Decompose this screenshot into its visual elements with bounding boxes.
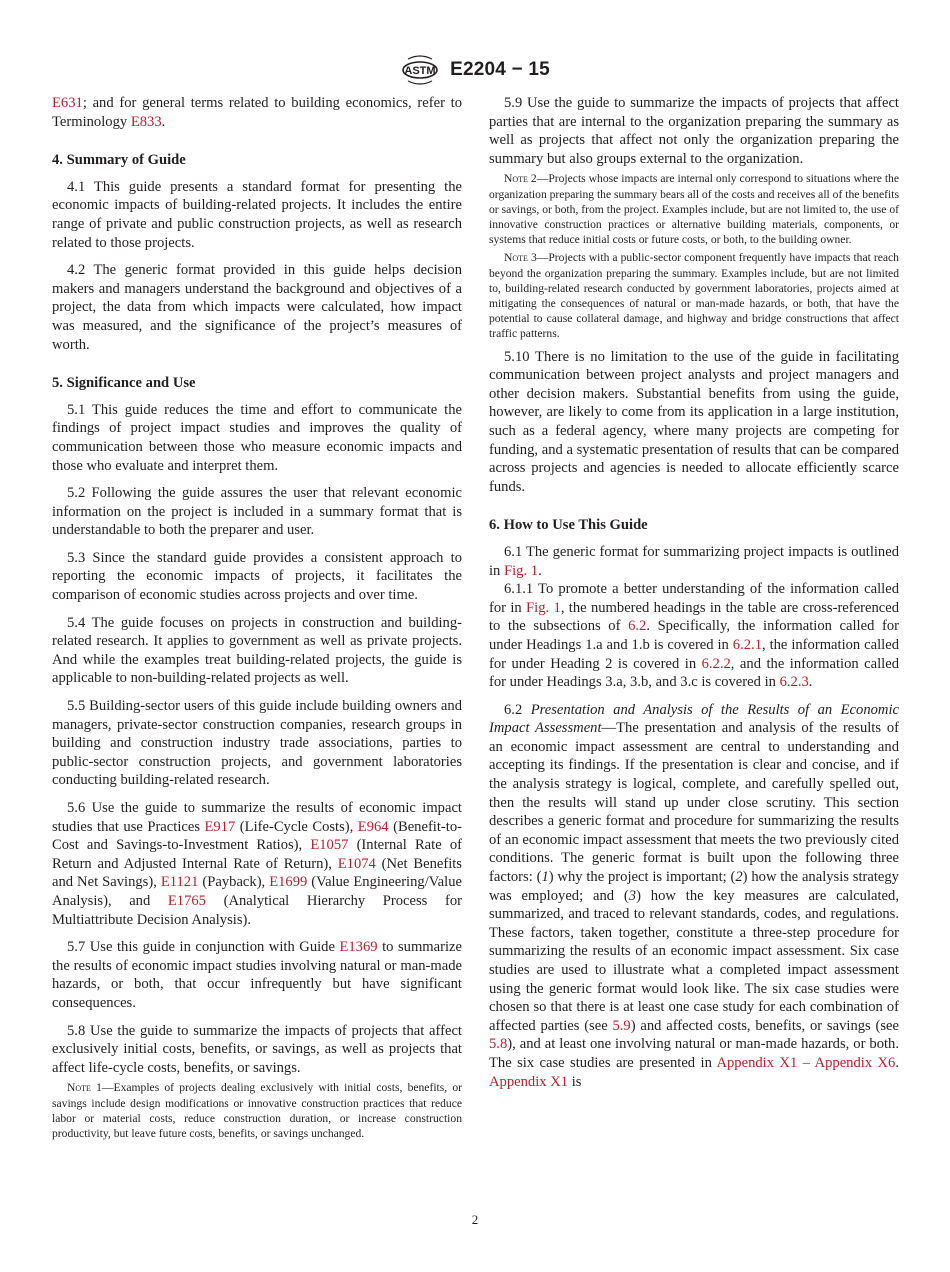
link-appendix-x1[interactable]: Appendix X1 [489,1073,569,1090]
page-header [0,52,950,88]
paragraph-5-5: 5.5 Building-sector users of this guide include building owners and managers, private-sector construction companies, research groups in building and construction industry trade associations, parties to public-sector construction projects, and government laboratories conducting building-related research. [52,698,462,789]
link-6-2-1[interactable]: 6.2.1 [732,636,762,653]
link-e1699[interactable]: E1699 [269,874,308,891]
paragraph-6-2-title: Presentation and Analysis of the Results of an Economic Impact Assessment [489,701,899,737]
link-6-2-3[interactable]: 6.2.3 [779,674,809,691]
link-e631[interactable]: E631 [52,95,83,111]
paragraph-5-7: 5.7 Use this guide in conjunction with Guide E1369 to summarize the results of economic impact studies involving natural or man-made hazards, or both, that occur infrequently but have significant consequences. [52,939,462,1011]
paragraph-6-2: 6.2 Presentation and Analysis of the Results of an Economic Impact Assessment—The presentation and analysis of the results of an economic impact assessment are central to understanding and accepting its findings. If the presentation is clear and concise, and if the analysis strategy is logical, complete, and carefully spelled out, then the results will stand up under close scrutiny. This section describes a generic format and procedure for summarizing the results of an economic impact assessment that meets the two previously cited conditions. The generic format is built upon the following three factors: (1) why the project is important; (2) how the analysis strategy was employed; and (3) how the key measures are calculated, summarized, and traced to relevant standards, codes, and regulations. These factors, taken together, constitute a three-step procedure for summarizing the results of an economic impact assessment. Six case studies are used to illustrate what a completed impact assessment using the generic format would look like. The six case studies were chosen so that there is at least one case study for each combination of affected parties (see 5.9) and affected costs, benefits, or savings (see 5.8), and at least one involving natural or man-made hazards, or both. The six case studies are presented in Appendix X1 – Appendix X6. Appendix X1 is [489,701,900,1090]
note-1-label: Note 1 [67,1081,102,1095]
link-6-2[interactable]: 6.2 [628,618,647,635]
link-5-8[interactable]: 5.8 [489,1036,508,1053]
svg-text:ASTM: ASTM [404,65,436,77]
page-number: 2 [471,1212,479,1227]
note-2: Note 2—Projects whose impacts are internal only correspond to situations where the organization preparing the summary bears all of the costs and receives all of the benefits or savings, or both, from the project. Examples include, but are not limited to, the use of innovative construction practices or alternative building materials, components, or systems that reduce initial costs or future costs, or both, to the building owner. [489,172,900,247]
paragraph-6-1: 6.1 The generic format for summarizing project impacts is outlined in Fig. 1. [489,543,899,579]
link-e1121[interactable]: E1121 [160,874,199,891]
left-column [52,94,462,1144]
intro-paragraph: E631; and for general terms related to building economics, refer to Terminology E833. [52,95,462,130]
paragraph-5-3: 5.3 Since the standard guide provides a consistent approach to reporting the economic impacts of projects, it facilitates the comparison of economic studies across projects and over time. [52,549,462,604]
paragraph-5-2: 5.2 Following the guide assures the user that relevant economic information on the project is included in a summary format that is understandable to both the preparer and user. [52,485,462,539]
paragraph-5-9: 5.9 Use the guide to summarize the impacts of projects that affect parties that are internal to the organization preparing the summary as well as projects that affect not only the organization preparing the summary but also groups external to the organization. [489,95,899,167]
paragraph-6-1-1: 6.1.1 To promote a better understanding of the information called for in Fig. 1, the numbered headings in the table are cross-referenced to the subsections of 6.2. Specifically, the information called for under Headings 1.a and 1.b is covered in 6.2.1, the information called for under Heading 2 is covered in 6.2.2, and the information called for under Headings 3.a, 3.b, and 3.c is covered in 6.2.3. [489,581,899,691]
link-appendix-x1-x6[interactable]: Appendix X1 – Appendix X6 [716,1054,896,1071]
paragraph-4-1: 4.1 This guide presents a standard format for presenting the economic impacts of building-related projects. It includes the entire range of private and public construction projects, as well as research related to those projects. [52,178,462,251]
link-e964[interactable]: E964 [357,818,389,835]
note-3-label: Note 3 [504,251,537,265]
paragraph-5-8: 5.8 Use the guide to summarize the impacts of projects that affect exclusively initial costs, benefits, or savings, as well as projects that affect life-cycle costs, benefits, or savings. [52,1022,462,1076]
note-3: Note 3—Projects with a public-sector component frequently have impacts that reach beyond the organization preparing the summary. Examples include, but are not limited to, building-related research conducted by government laboratories, projects aimed at mitigating the consequences of natural or man-made hazards, or both, that have the potential to cause collateral damage, and highway and bridge constructions that affect traffic patterns. [489,251,899,341]
paragraph-5-4: 5.4 The guide focuses on projects in construction and building-related research. It applies to government as well as private projects. And while the examples treat building-related projects, the guide is applicable to non-building-related projects as well. [52,614,462,687]
link-fig-1[interactable]: Fig. 1 [526,599,561,616]
note-1: Note 1—Examples of projects dealing exclusively with initial costs, benefits, or savings include design modifications or innovative construction practices that reduce labor or material costs, reduce construction duration, or increase construction productivity, but leave future costs, benefits, or savings unchanged. [52,1081,462,1140]
paragraph-5-10: 5.10 There is no limitation to the use of the guide in facilitating communication between project analysts and project managers and other decision makers. Substantial benefits from using the guide, however, are likely to come from its application in a large institution, such as a federal agency, where many projects are competing for funding, and a systematic presentation of results that can be compared across projects and agencies is needed to allocate efficiently scarce funds. [489,348,899,495]
document-id: E2204 − 15 [450,59,550,80]
section-4-heading: 4. Summary of Guide [52,152,186,169]
section-5-heading: 5. Significance and Use [52,375,196,392]
link-6-2-2[interactable]: 6.2.2 [701,655,731,672]
paragraph-5-6: 5.6 Use the guide to summarize the results of economic impact studies that use Practices E917 (Life-Cycle Costs), E964 (Benefit-to-Cost and Savings-to-Investment Ratios), E1057 (Internal Rate of Return and Adjusted Internal Rate of Return), E1074 (Net Benefits and Net Savings), E1121 (Payback), E1699 (Value Engineering/Value Analysis), and E1765 (Analytical Hierarchy Process for Multiattribute Decision Analysis). [52,800,462,928]
link-e1074[interactable]: E1074 [337,855,376,872]
link-e1057[interactable]: E1057 [310,837,349,854]
paragraph-4-2: 4.2 The generic format provided in this guide helps decision makers and managers understand the background and objectives of a project, the data from which impacts were calculated, how impact was measured, and the significance of the project’s measures of worth. [52,262,462,353]
section-6-heading: 6. How to Use This Guide [489,517,648,534]
link-e833[interactable]: E833 [130,113,162,130]
note-2-label: Note 2 [504,172,537,186]
astm-logo-icon [400,55,440,85]
link-e1765[interactable]: E1765 [167,892,206,909]
link-5-9[interactable]: 5.9 [612,1017,631,1034]
link-e1369[interactable]: E1369 [339,939,378,956]
paragraph-5-1: 5.1 This guide reduces the time and effort to communicate the findings of project impact studies and improves the quality of communication between those who measure economic impacts and those who evaluate and interpret them. [52,401,462,474]
link-e917[interactable]: E917 [204,818,236,835]
link-fig-1[interactable]: Fig. 1 [504,562,539,579]
right-column [489,94,899,1100]
